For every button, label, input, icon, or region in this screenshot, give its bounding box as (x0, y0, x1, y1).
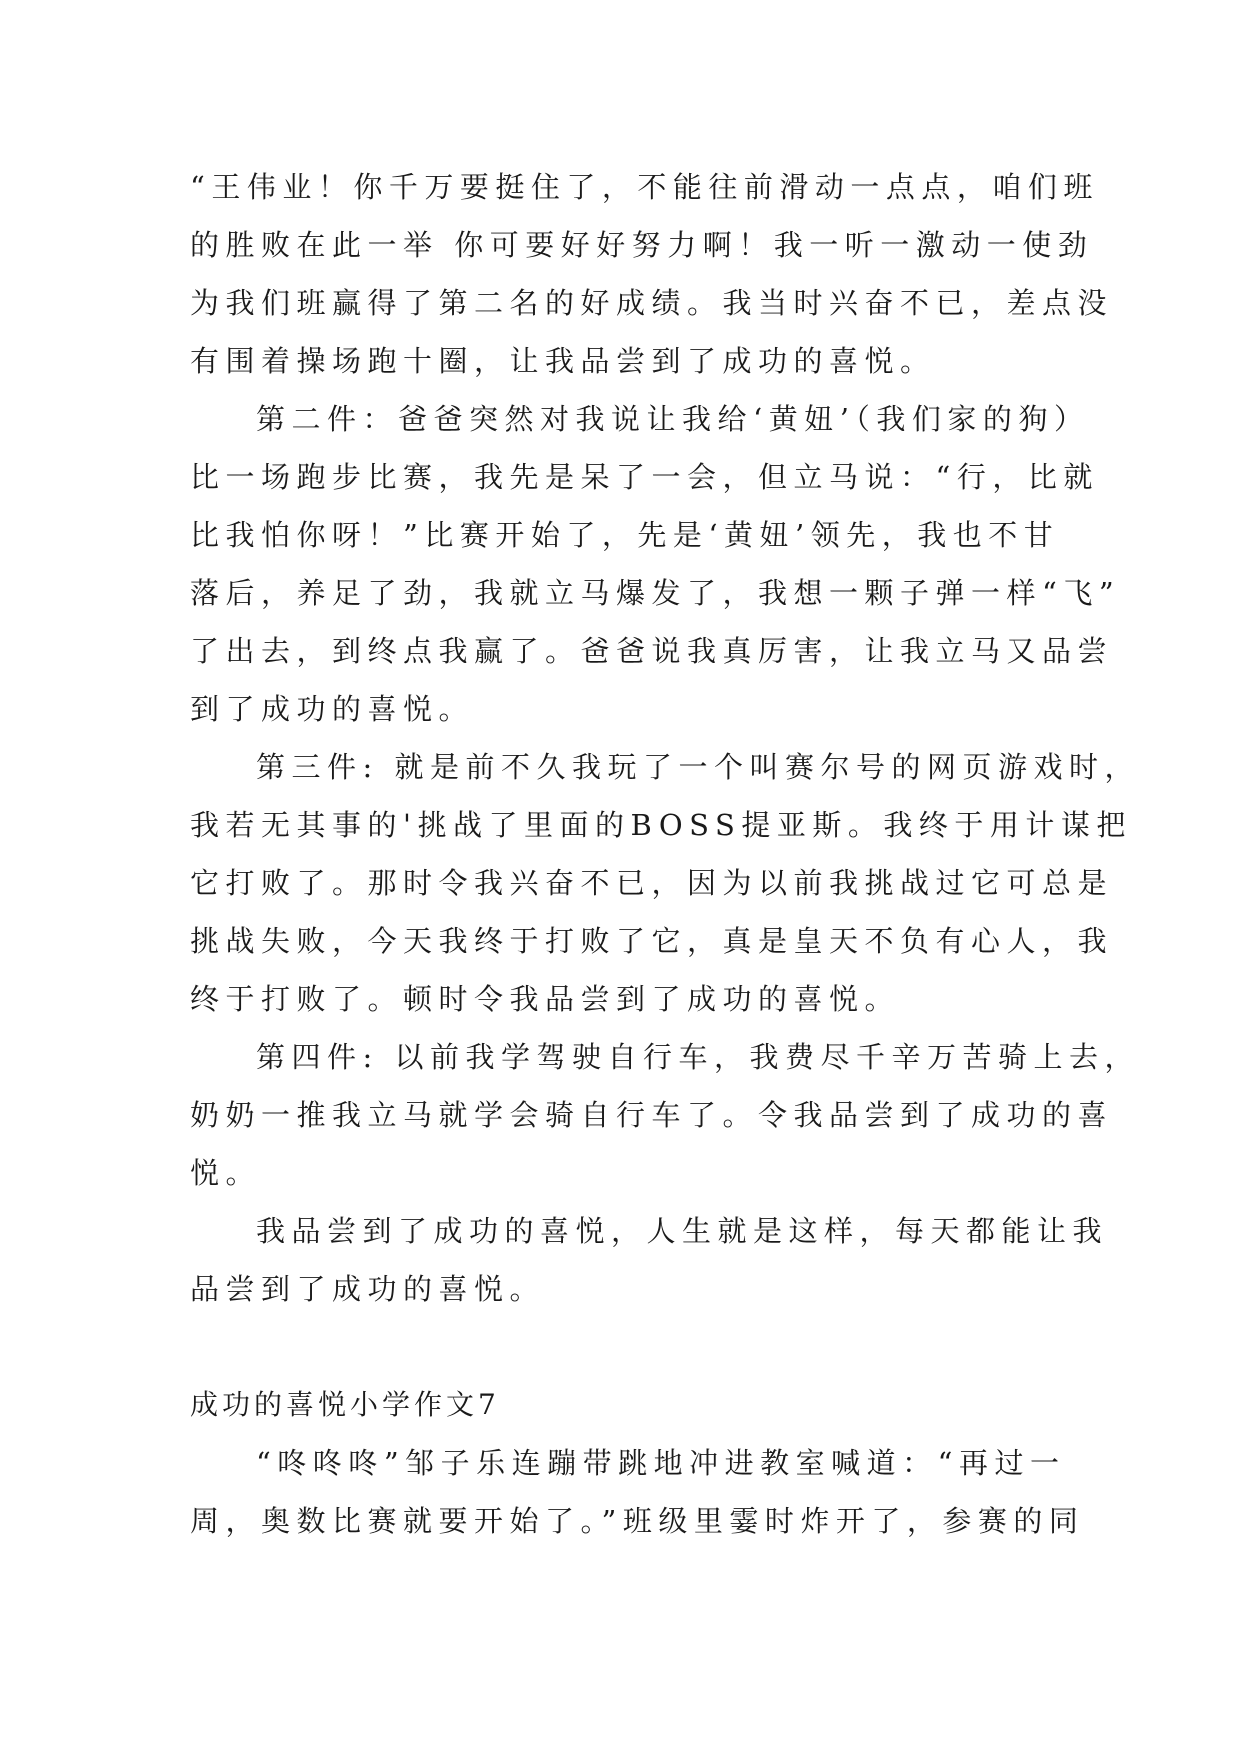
text-line: 比我怕你呀！”比赛开始了，先是‘黄妞’领先，我也不甘 (190, 518, 1060, 552)
text-line: 了出去，到终点我赢了。爸爸说我真厉害，让我立马又品尝 (190, 634, 1114, 668)
text-line: 挑战失败，今天我终于打败了它，真是皇天不负有心人，我 (190, 924, 1114, 958)
text-line: 为我们班赢得了第二名的好成绩。我当时兴奋不已，差点没 (190, 286, 1114, 320)
text-line: 的胜败在此一举 你可要好好努力啊！我一听一激动一使劲 (190, 228, 1094, 262)
paragraph-start-line: 第三件: 就是前不久我玩了一个叫赛尔号的网页游戏时， (256, 750, 1140, 784)
paragraph-start-line: “咚咚咚”邹子乐连蹦带跳地冲进教室喊道：“再过一 (256, 1446, 1066, 1480)
paragraph-start-line: 第四件: 以前我学驾驶自行车，我费尽千辛万苦骑上去， (256, 1040, 1140, 1074)
text-line: 周，奥数比赛就要开始了。”班级里霎时炸开了，参赛的同 (190, 1504, 1085, 1538)
text-line: 我若无其事的'挑战了里面的BOSS提亚斯。我终于用计谋把 (190, 808, 1132, 842)
paragraph-start-line: 第二件：爸爸突然对我说让我给‘黄妞’（我们家的狗） (256, 402, 1090, 436)
text-line: 比一场跑步比赛，我先是呆了一会，但立马说：“行，比就 (190, 460, 1099, 494)
text-line: 品尝到了成功的喜悦。 (190, 1272, 546, 1306)
text-line: 它打败了。那时令我兴奋不已，因为以前我挑战过它可总是 (190, 866, 1114, 900)
text-line: 奶奶一推我立马就学会骑自行车了。令我品尝到了成功的喜 (190, 1098, 1114, 1132)
text-line: 悦。 (190, 1156, 262, 1190)
section-title: 成功的喜悦小学作文7 (190, 1388, 500, 1421)
text-line: 落后，养足了劲，我就立马爆发了，我想一颗子弹一样“飞” (190, 576, 1121, 610)
text-line: “王伟业！你千万要挺住了，不能往前滑动一点点，咱们班 (190, 170, 1099, 204)
text-line: 有围着操场跑十圈，让我品尝到了成功的喜悦。 (190, 344, 936, 378)
text-line: 到了成功的喜悦。 (190, 692, 475, 726)
paragraph-start-line: 我品尝到了成功的喜悦，人生就是这样，每天都能让我 (256, 1214, 1109, 1248)
document-body (190, 158, 1140, 1550)
text-line: 终于打败了。顿时令我品尝到了成功的喜悦。 (190, 982, 901, 1016)
